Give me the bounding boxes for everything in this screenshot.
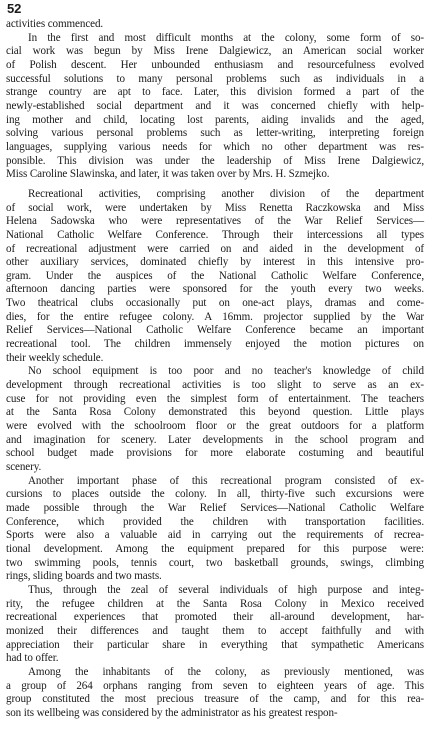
text-line: Recreational activities, comprising another division of the department — [28, 187, 424, 200]
text-line: at the Santa Rosa Colony demonstrated this beyond question. Little plays — [6, 406, 424, 419]
text-line: Miss Caroline Slawinska, and later, it was taken over by Mrs. H. Szmejko. — [6, 168, 330, 181]
text-line: other auxiliary services, dominated chiefly by interest in this intensive pro- — [6, 256, 424, 269]
paragraph — [6, 666, 424, 721]
text-line: cuse for not providing even the simplest form of entertainment. The teachers — [6, 392, 424, 405]
text-line: afternoon dancing parties were sponsored for the youth every two weeks. — [6, 283, 424, 296]
text-line: two swimming pools, tennis court, two basketball grounds, swings, climbing — [6, 556, 424, 569]
body-text — [6, 18, 424, 720]
text-line: ing mother and child, locating lost parents, aiding invalids and the aged, — [6, 113, 424, 126]
text-line: dies, for the entire refugee colony. A 16mm. projector supplied by the War — [6, 310, 424, 323]
paragraph — [6, 475, 424, 584]
text-line: development through recreational activities is too slight to serve as an ex- — [6, 379, 424, 392]
text-line: Two theatrical clubs occasionally put on one-act plays, dramas and come- — [6, 297, 424, 310]
text-line: of social work, were undertaken by Miss Renetta Raczkowska and Miss — [6, 201, 424, 214]
text-line: a group of 264 orphans ranging from seven to eighteen years of age. This — [6, 679, 424, 692]
text-line: activities commenced. — [6, 18, 104, 30]
text-line: recreational tool. The children immensely enjoyed the motion pictures on — [6, 338, 424, 351]
text-line: their weekly schedule. — [6, 351, 104, 364]
text-line: No school equipment is too poor and no teacher's knowledge of child — [28, 365, 424, 378]
text-line: solving various personal problems such as letter-writing, interpreting foreign — [6, 127, 424, 140]
paragraph — [6, 365, 424, 474]
text-line: had to offer. — [6, 652, 59, 665]
text-line: cursions to places outside the colony. In all, thirty-five such excursions were — [6, 488, 424, 501]
text-line: Among the inhabitants of the colony, as previously mentioned, was — [28, 665, 424, 678]
text-line: strange country are apt to face. Later, this division formed a part of the — [6, 86, 424, 99]
text-line: newly-established social department and it was concerned chiefly with help- — [6, 99, 424, 112]
text-line: languages, supplying various needs for which no other department was res- — [6, 140, 424, 153]
text-line: group constituted the most precious treasure of the camp, and for this rea- — [6, 693, 424, 706]
text-line: Helena Sadowska who were representatives of the War Relief Services— — [6, 215, 424, 228]
text-line: Relief Services—National Catholic Welfare Conference became an important — [6, 324, 424, 337]
paragraph — [6, 32, 424, 182]
text-line: tional development. Among the equipment prepared for this purpose were: — [6, 542, 424, 555]
text-line: gram. Under the auspices of the National Catholic Welfare Conference, — [6, 269, 424, 282]
text-line: scenery. — [6, 461, 42, 473]
text-line: of Polish descent. Her unbounded enthusiasm and resourcefulness evolved — [6, 58, 424, 71]
text-line: monized their differences and taught them to accept faithfully and with — [6, 624, 424, 637]
text-line: recreational experiences that promoted their all-around development, har- — [6, 611, 424, 624]
text-line: National Catholic Welfare Conference. Through their intercessions all types — [6, 228, 424, 241]
paragraph — [6, 584, 424, 666]
paragraph — [6, 188, 424, 366]
text-line: rity, the refugee children at the Santa Rosa Colony in Mexico received — [6, 597, 424, 610]
text-line: Another important phase of this recreational program consisted of ex- — [28, 474, 424, 487]
text-line: ponsible. This division was under the leadership of Miss Irene Dalgiewicz, — [6, 154, 424, 167]
text-line: and imagination for scenery. Later developments in the school program and — [6, 433, 424, 446]
text-line: Thus, through the zeal of several individuals of high purpose and integ- — [28, 583, 424, 596]
text-line: son its wellbeing was considered by the administrator as his greatest respon- — [6, 706, 338, 719]
text-line: In the first and most difficult months at the colony, some form of so- — [28, 31, 424, 44]
text-line: made possible through the War Relief Services—National Catholic Welfare — [6, 501, 424, 514]
text-line: of recreational adjustment were carried on and aided in the development of — [6, 242, 424, 255]
text-line: Sports were also a valuable aid in carrying out the requirements of recrea- — [6, 529, 424, 542]
text-line: cial work was begun by Miss Irene Dalgiewicz, an American social worker — [6, 45, 424, 58]
text-line: rings, sliding boards and two masts. — [6, 570, 162, 583]
text-line: Conference, which provided the children with transportation facilities. — [6, 515, 424, 528]
page-number: 52 — [7, 1, 22, 16]
paragraph — [6, 18, 424, 32]
text-line: appreciation their particular share in everything that sympathetic Americans — [6, 638, 424, 651]
text-line: school budget made provisions for more elaborate costuming and beautiful — [6, 447, 424, 460]
text-line: were evolved with the schoolroom floor or the great outdoors for a platform — [6, 420, 424, 433]
text-line: successful solutions to many personal problems such as individuals in a — [6, 72, 424, 85]
